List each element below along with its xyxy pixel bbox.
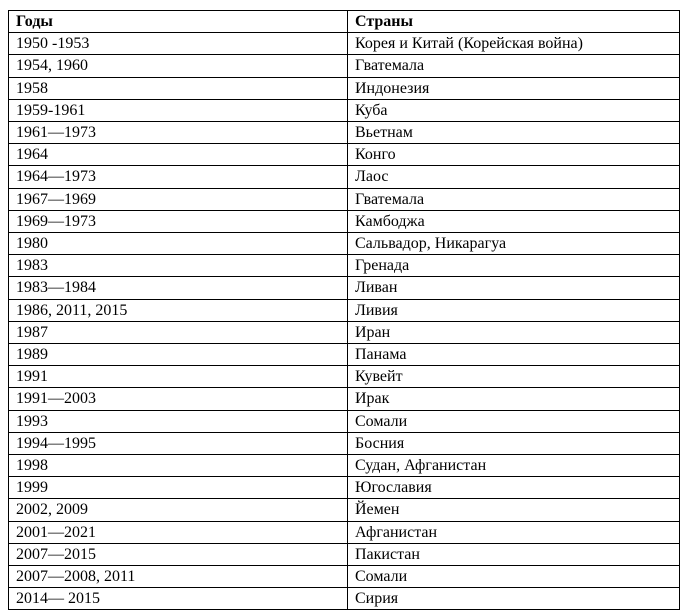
year-cell: 1987 xyxy=(9,321,348,343)
country-cell: Югославия xyxy=(348,477,680,499)
table-row xyxy=(9,344,680,366)
year-cell: 1964—1973 xyxy=(9,166,348,188)
table-row xyxy=(9,166,680,188)
table-row xyxy=(9,410,680,432)
table-row xyxy=(9,255,680,277)
column-header-countries: Страны xyxy=(348,11,680,33)
country-cell: Босния xyxy=(348,432,680,454)
country-cell: Панама xyxy=(348,344,680,366)
table-row xyxy=(9,210,680,232)
year-cell: 2007—2008, 2011 xyxy=(9,566,348,588)
year-cell: 1986, 2011, 2015 xyxy=(9,299,348,321)
year-cell: 1967—1969 xyxy=(9,188,348,210)
table-row xyxy=(9,188,680,210)
country-cell: Гренада xyxy=(348,255,680,277)
table-row xyxy=(9,588,680,610)
table-row xyxy=(9,566,680,588)
year-cell: 1991—2003 xyxy=(9,388,348,410)
header-row xyxy=(9,11,680,33)
country-cell: Иран xyxy=(348,321,680,343)
year-cell: 1994—1995 xyxy=(9,432,348,454)
table-row xyxy=(9,543,680,565)
country-cell: Камбоджа xyxy=(348,210,680,232)
table-row xyxy=(9,455,680,477)
table-row xyxy=(9,277,680,299)
year-cell: 1980 xyxy=(9,233,348,255)
country-cell: Корея и Китай (Корейская война) xyxy=(348,33,680,55)
year-cell: 1983—1984 xyxy=(9,277,348,299)
country-cell: Куба xyxy=(348,99,680,121)
country-cell: Йемен xyxy=(348,499,680,521)
table-row xyxy=(9,77,680,99)
table-row xyxy=(9,233,680,255)
country-cell: Кувейт xyxy=(348,366,680,388)
country-cell: Конго xyxy=(348,144,680,166)
year-cell: 1991 xyxy=(9,366,348,388)
year-cell: 1950 -1953 xyxy=(9,33,348,55)
country-cell: Лаос xyxy=(348,166,680,188)
year-cell: 1983 xyxy=(9,255,348,277)
year-cell: 1989 xyxy=(9,344,348,366)
table-row xyxy=(9,33,680,55)
year-cell: 2001—2021 xyxy=(9,521,348,543)
year-cell: 1954, 1960 xyxy=(9,55,348,77)
table-row xyxy=(9,99,680,121)
table-row xyxy=(9,122,680,144)
country-cell: Ливия xyxy=(348,299,680,321)
table-row xyxy=(9,388,680,410)
table-row xyxy=(9,366,680,388)
country-cell: Индонезия xyxy=(348,77,680,99)
year-cell: 2007—2015 xyxy=(9,543,348,565)
table-row xyxy=(9,55,680,77)
table-row xyxy=(9,477,680,499)
country-cell: Ливан xyxy=(348,277,680,299)
year-cell: 1993 xyxy=(9,410,348,432)
table-body xyxy=(9,33,680,610)
country-cell: Сомали xyxy=(348,566,680,588)
country-cell: Вьетнам xyxy=(348,122,680,144)
table-row xyxy=(9,499,680,521)
table-row xyxy=(9,299,680,321)
year-cell: 2014— 2015 xyxy=(9,588,348,610)
country-cell: Сальвадор, Никарагуа xyxy=(348,233,680,255)
years-countries-table xyxy=(8,10,680,610)
country-cell: Афганистан xyxy=(348,521,680,543)
year-cell: 1999 xyxy=(9,477,348,499)
country-cell: Сомали xyxy=(348,410,680,432)
column-header-years: Годы xyxy=(9,11,348,33)
year-cell: 1961—1973 xyxy=(9,122,348,144)
year-cell: 1964 xyxy=(9,144,348,166)
country-cell: Ирак xyxy=(348,388,680,410)
year-cell: 1959-1961 xyxy=(9,99,348,121)
table-row xyxy=(9,432,680,454)
country-cell: Сирия xyxy=(348,588,680,610)
table-row xyxy=(9,321,680,343)
country-cell: Гватемала xyxy=(348,188,680,210)
year-cell: 1958 xyxy=(9,77,348,99)
table-row xyxy=(9,521,680,543)
country-cell: Гватемала xyxy=(348,55,680,77)
year-cell: 1969—1973 xyxy=(9,210,348,232)
country-cell: Пакистан xyxy=(348,543,680,565)
country-cell: Судан, Афганистан xyxy=(348,455,680,477)
year-cell: 1998 xyxy=(9,455,348,477)
year-cell: 2002, 2009 xyxy=(9,499,348,521)
table-row xyxy=(9,144,680,166)
